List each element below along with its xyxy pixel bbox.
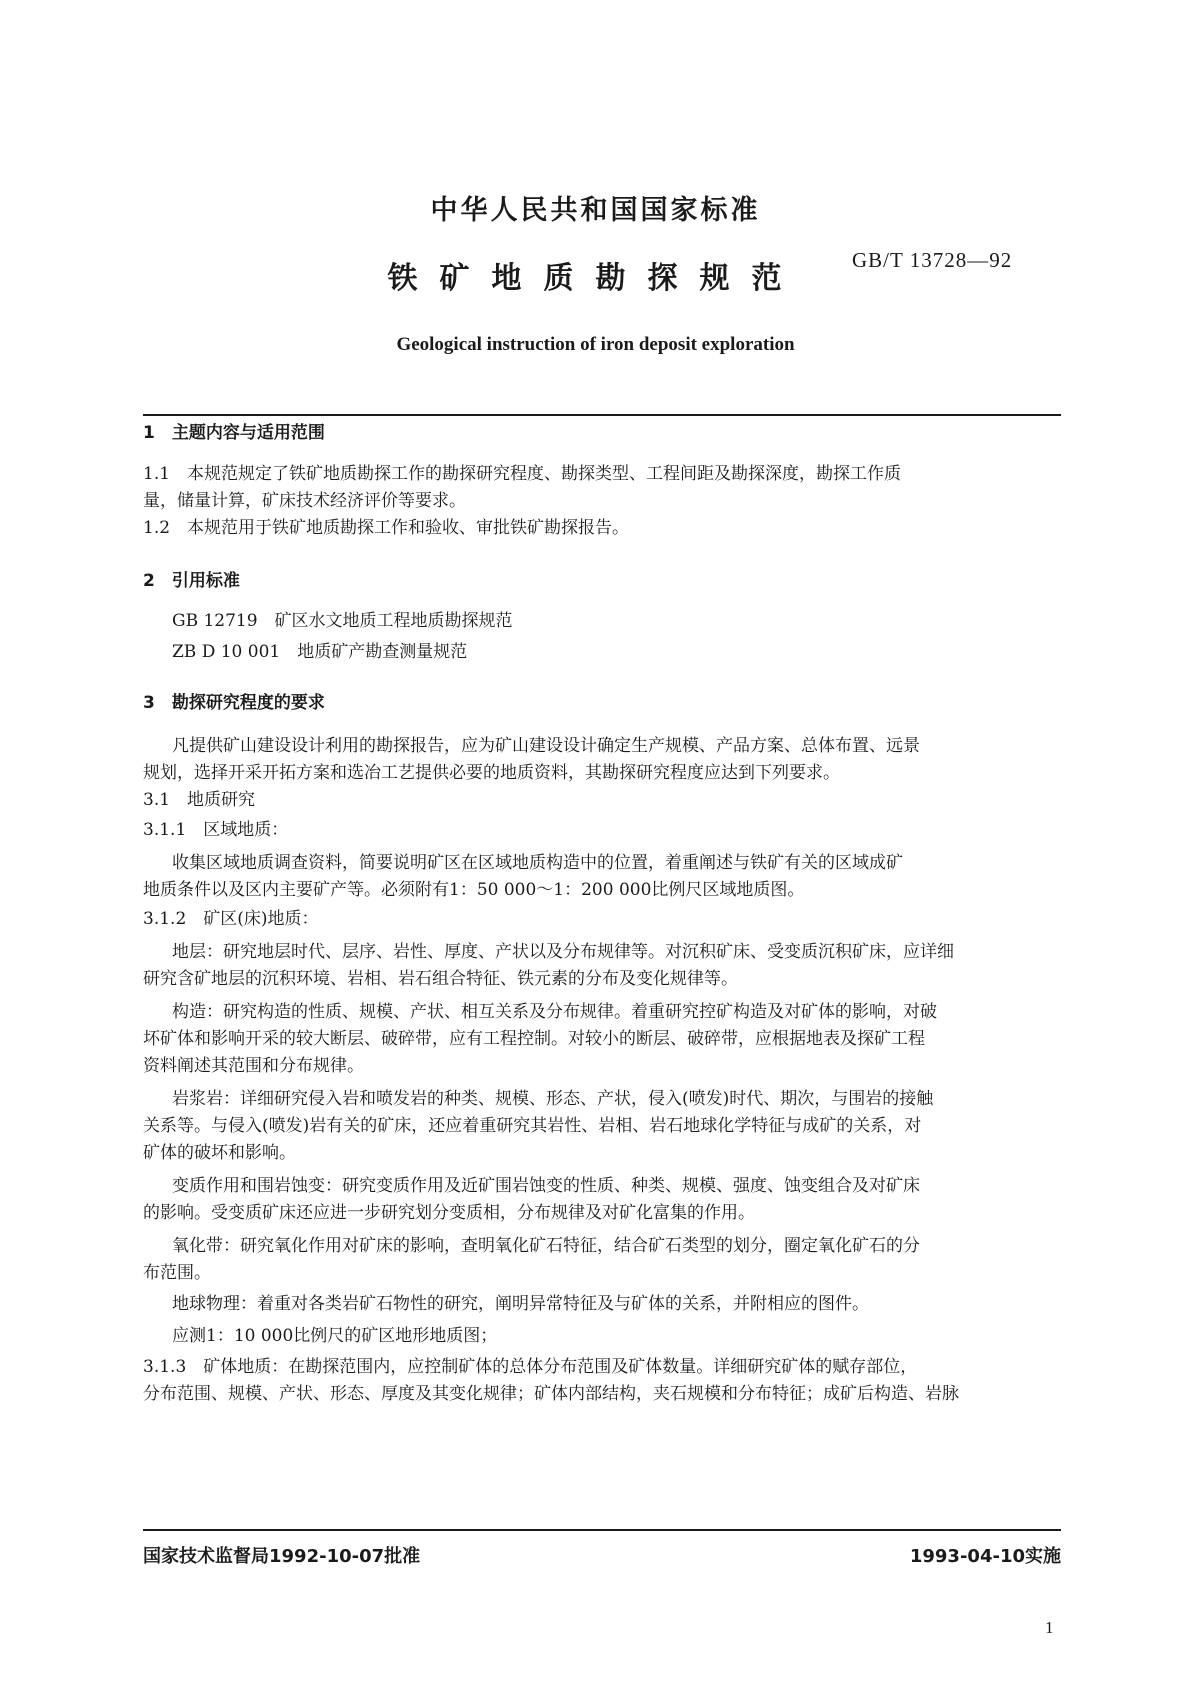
- magmatic-line-1: 岩浆岩：详细研究侵入岩和喷发岩的种类、规模、形态、产状，侵入(喷发)时代、期次，与围岩的接触: [172, 1089, 934, 1109]
- section-3-intro-line-2: 规划，选择开采开拓方案和选冶工艺提供必要的地质资料，其勘探研究程度应达到下列要求。: [143, 763, 840, 783]
- section-3-1-3-line-1: 3.1.3 矿体地质：在勘探范围内，应控制矿体的总体分布范围及矿体数量。详细研究矿体的赋存部位，: [143, 1357, 918, 1377]
- reference-2: ZB D 10 001 地质矿产勘查测量规范: [172, 642, 468, 662]
- footer-divider: [143, 1529, 1061, 1531]
- metamorphism-line-1: 变质作用和围岩蚀变：研究变质作用及近矿围岩蚀变的性质、种类、规模、强度、蚀变组合及对矿床: [172, 1176, 920, 1196]
- section-2-heading: 2 引用标准: [143, 571, 240, 591]
- metamorphism-line-2: 的影响。受变质矿床还应进一步研究划分变质相，分布规律及对矿化富集的作用。: [143, 1203, 755, 1223]
- structure-line-1: 构造：研究构造的性质、规模、产状、相互关系及分布规律。着重研究控矿构造及对矿体的影响，对破: [172, 1002, 937, 1022]
- mapping-paragraph: 应测1：10 000比例尺的矿区地形地质图；: [172, 1326, 498, 1346]
- page-number: 1: [1045, 1618, 1054, 1637]
- english-title: Geological instruction of iron deposit exploration: [396, 334, 795, 355]
- paragraph-1-1-line-2: 量，储量计算，矿床技术经济评价等要求。: [143, 491, 466, 511]
- approval-note: 国家技术监督局1992-10-07批准: [143, 1546, 421, 1567]
- document-code: GB/T 13728—92: [852, 248, 1013, 272]
- reference-1: GB 12719 矿区水文地质工程地质勘探规范: [172, 611, 513, 631]
- section-3-intro-line-1: 凡提供矿山建设设计利用的勘探报告，应为矿山建设设计确定生产规模、产品方案、总体布置、远景: [172, 736, 920, 756]
- section-3-heading: 3 勘探研究程度的要求: [143, 693, 325, 713]
- magmatic-line-2: 关系等。与侵入(喷发)岩有关的矿床，还应着重研究其岩性、岩相、岩石地球化学特征与成矿的关系，对: [143, 1116, 922, 1136]
- structure-line-2: 坏矿体和影响开采的较大断层、破碎带，应有工程控制。对较小的断层、破碎带，应根据地表及探矿工程: [143, 1029, 925, 1049]
- header-divider: [143, 414, 1061, 416]
- section-1-heading: 1 主题内容与适用范围: [143, 423, 325, 443]
- section-3-1-2-heading: 3.1.2 矿区(床)地质：: [143, 909, 319, 929]
- paragraph-1-2: 1.2 本规范用于铁矿地质勘探工作和验收、审批铁矿勘探报告。: [143, 518, 630, 538]
- strata-line-1: 地层：研究地层时代、层序、岩性、厚度、产状以及分布规律等。对沉积矿床、受变质沉积矿床，应详细: [172, 942, 954, 962]
- oxidation-line-1: 氧化带：研究氧化作用对矿床的影响，查明氧化矿石特征，结合矿石类型的划分，圈定氧化矿石的分: [172, 1236, 920, 1256]
- regional-line-1: 收集区域地质调查资料，简要说明矿区在区域地质构造中的位置，着重阐述与铁矿有关的区域成矿: [172, 853, 903, 873]
- magmatic-line-3: 矿体的破坏和影响。: [143, 1143, 296, 1163]
- section-3-1-1-heading: 3.1.1 区域地质：: [143, 820, 289, 840]
- section-3-1-3-line-2: 分布范围、规模、产状、形态、厚度及其变化规律；矿体内部结构，夹石规模和分布特征；成矿后构造、岩脉: [143, 1384, 959, 1404]
- paragraph-1-1-line-1: 1.1 本规范规定了铁矿地质勘探工作的勘探研究程度、勘探类型、工程间距及勘探深度，勘探工作质: [143, 464, 902, 484]
- geophysics-paragraph: 地球物理：着重对各类岩矿石物性的研究，阐明异常特征及与矿体的关系，并附相应的图件。: [172, 1294, 869, 1314]
- oxidation-line-2: 布范围。: [143, 1263, 211, 1283]
- section-3-1-heading: 3.1 地质研究: [143, 790, 256, 810]
- document-title: 铁矿地质勘探规范: [387, 261, 804, 296]
- standard-title: 中华人民共和国国家标准: [430, 195, 761, 226]
- effective-date: 1993-04-10实施: [909, 1546, 1061, 1567]
- structure-line-3: 资料阐述其范围和分布规律。: [143, 1056, 364, 1076]
- strata-line-2: 研究含矿地层的沉积环境、岩相、岩石组合特征、铁元素的分布及变化规律等。: [143, 969, 738, 989]
- regional-line-2: 地质条件以及区内主要矿产等。必须附有1：50 000～1：200 000比例尺区域地质图。: [143, 880, 805, 900]
